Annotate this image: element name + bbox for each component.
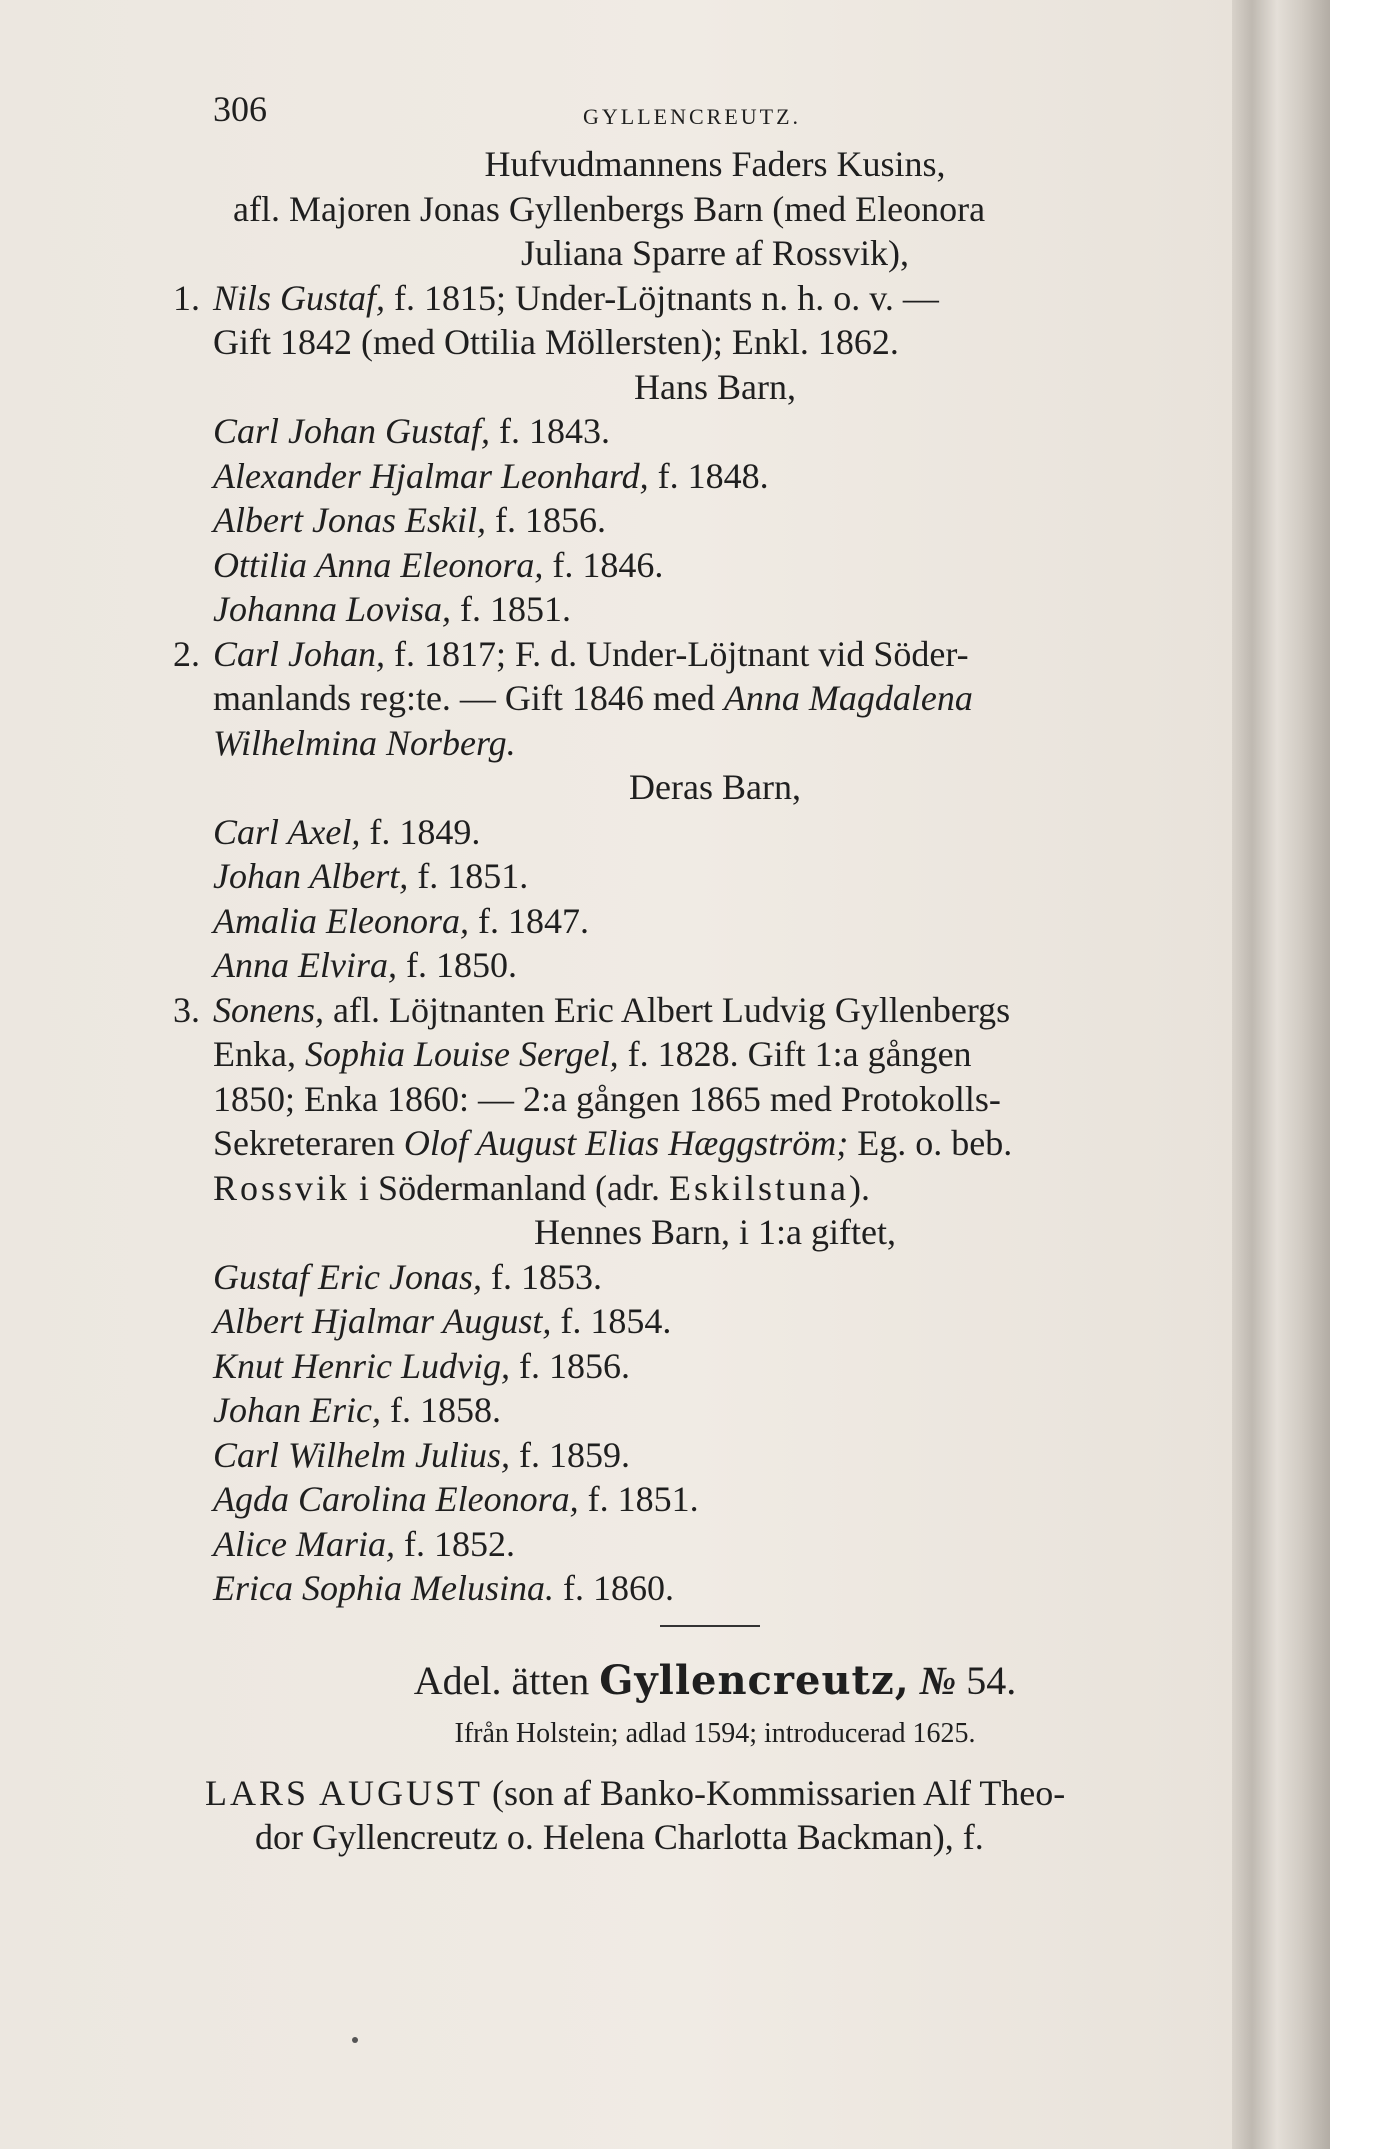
- child-line: [205, 1255, 1225, 1300]
- birth-year: f. 1859.: [519, 1434, 630, 1475]
- section-heading-line: afl. Majoren Jonas Gyllenbergs Barn (med Eleonora: [233, 188, 986, 229]
- child-name: Albert Jonas Eskil,: [213, 500, 486, 540]
- birth-year: f. 1850.: [405, 945, 517, 985]
- children-list: [205, 1255, 1225, 1611]
- spouse-name: Wilhelmina Norberg.: [213, 722, 516, 763]
- running-head: GYLLENCREUTZ.: [583, 104, 802, 129]
- entry-number: 2.: [173, 633, 200, 674]
- entry-text: f. 1815; Under-Löjtnants n. h. o. v. —: [394, 277, 939, 318]
- entry-text: f. 1817; F. d. Under-Löjtnant vid Söder-: [394, 633, 969, 674]
- child-name: Johan Albert,: [213, 856, 409, 896]
- child-name: Albert Hjalmar August,: [213, 1301, 552, 1341]
- child-line: [205, 943, 1225, 988]
- children-heading: Hans Barn,: [634, 366, 796, 407]
- child-name: Anna Elvira,: [213, 945, 397, 985]
- entry-3-line: [173, 988, 1225, 1033]
- child-name: Alice Maria,: [213, 1523, 395, 1564]
- divider-rule: [660, 1625, 760, 1627]
- entry-text: (son af Banko-Kommissarien Alf Theo-: [492, 1772, 1066, 1813]
- entry-2-line: [205, 676, 1225, 721]
- children-list: [205, 810, 1225, 988]
- entry-3-line: 1850; Enka 1860: — 2:a gången 1865 med Protokolls-: [213, 1078, 1001, 1119]
- number-sign: №: [919, 1657, 957, 1703]
- person-name: Carl Johan,: [213, 633, 386, 674]
- children-list: [205, 409, 1225, 632]
- book-gutter: [1232, 0, 1332, 2149]
- birth-year: f. 1851.: [460, 589, 571, 629]
- section-divider: [205, 1611, 1225, 1645]
- child-line: [205, 587, 1225, 632]
- entry-1-line: [173, 276, 1225, 321]
- city-name: Eskilstuna: [668, 1167, 849, 1208]
- page-number: 306: [213, 89, 267, 129]
- children-heading: Deras Barn,: [629, 767, 801, 807]
- child-name: Knut Henric Ludvig,: [213, 1345, 510, 1386]
- child-name: Carl Axel,: [213, 811, 361, 852]
- birth-year: f. 1846.: [552, 544, 664, 585]
- birth-year: f. 1852.: [403, 1523, 515, 1564]
- child-line: [205, 810, 1225, 855]
- child-name: Johanna Lovisa,: [213, 589, 451, 629]
- entry-number: 1.: [173, 277, 200, 318]
- person-name: Sophia Louise Sergel,: [304, 1034, 619, 1074]
- entry-3-line: [205, 1121, 1225, 1166]
- person-name: Sonens,: [213, 989, 324, 1030]
- birth-year: f. 1853.: [490, 1256, 602, 1297]
- section-heading-line: Hufvudmannens Faders Kusins,: [484, 144, 946, 184]
- entry-text: afl. Löjtnanten Eric Albert Ludvig Gyllenbergs: [333, 989, 1011, 1030]
- birth-year: f. 1860.: [562, 1568, 674, 1608]
- birth-year: f. 1856.: [494, 500, 606, 540]
- birth-year: f. 1848.: [657, 455, 769, 496]
- person-name: LARS AUGUST: [205, 1772, 484, 1813]
- page-header: [205, 80, 1225, 142]
- page-text: [173, 80, 1225, 1860]
- family-origin: Ifrån Holstein; adlad 1594; introducerad 1625.: [454, 1717, 976, 1749]
- child-name: Carl Wilhelm Julius,: [213, 1434, 510, 1475]
- spouse-name: Anna Magdalena: [723, 678, 973, 718]
- child-line: [205, 1344, 1225, 1389]
- birth-year: f. 1856.: [518, 1345, 630, 1386]
- child-name: Alexander Hjalmar Leonhard,: [213, 455, 649, 496]
- lars-entry-line: [205, 1771, 1225, 1816]
- entry-1-line: Gift 1842 (med Ottilia Möllersten); Enkl. 1862.: [213, 322, 899, 362]
- birth-year: f. 1851.: [417, 856, 529, 896]
- child-name: Gustaf Eric Jonas,: [213, 1256, 482, 1297]
- entry-3-line: [205, 1166, 1225, 1211]
- family-name: Gyllencreutz,: [599, 1656, 910, 1704]
- noble-family-title: [205, 1651, 1225, 1711]
- child-line: [205, 1299, 1225, 1344]
- child-line: [205, 543, 1225, 588]
- child-line: [205, 1522, 1225, 1567]
- child-name: Erica Sophia Melusina.: [213, 1568, 554, 1608]
- child-line: [205, 454, 1225, 499]
- person-name: Nils Gustaf,: [213, 277, 386, 318]
- family-number: 54.: [966, 1657, 1017, 1703]
- entry-text: manlands reg:te. — Gift 1846 med: [213, 678, 715, 718]
- child-name: Johan Eric,: [213, 1390, 381, 1430]
- section-heading-line: Juliana Sparre af Rossvik),: [521, 233, 909, 273]
- birth-year: f. 1858.: [389, 1390, 501, 1430]
- child-line: [205, 1433, 1225, 1478]
- entry-number: 3.: [173, 989, 200, 1030]
- children-heading: Hennes Barn, i 1:a giftet,: [534, 1212, 896, 1252]
- birth-year: f. 1851.: [587, 1479, 699, 1519]
- child-line: [205, 1388, 1225, 1433]
- child-line: [205, 409, 1225, 454]
- entry-3-line: [205, 1032, 1225, 1077]
- birth-year: f. 1843.: [499, 411, 611, 451]
- child-line: [205, 498, 1225, 543]
- child-line: [205, 854, 1225, 899]
- child-line: [205, 1477, 1225, 1522]
- birth-year: f. 1849.: [369, 811, 481, 852]
- child-line: [205, 899, 1225, 944]
- child-name: Agda Carolina Eleonora,: [213, 1479, 579, 1519]
- child-name: Ottilia Anna Eleonora,: [213, 544, 544, 585]
- estate-name: Rossvik: [213, 1167, 351, 1208]
- child-line: [205, 1566, 1225, 1611]
- child-name: Carl Johan Gustaf,: [213, 411, 491, 451]
- entry-text: i Södermanland (adr.: [359, 1167, 660, 1208]
- entry-text: Eg. o. beb.: [857, 1123, 1013, 1163]
- person-name: Olof August Elias Hæggström;: [403, 1123, 849, 1163]
- lars-entry-line: dor Gyllencreutz o. Helena Charlotta Backman), f.: [255, 1817, 984, 1857]
- scan-edge: [1330, 0, 1377, 2149]
- entry-2-line: [205, 721, 1225, 766]
- entry-2-line: [173, 632, 1225, 677]
- title-prefix: Adel. ätten: [413, 1657, 590, 1703]
- birth-year: f. 1847.: [477, 900, 589, 941]
- birth-year: f. 1854.: [560, 1301, 672, 1341]
- entry-text: Sekreteraren: [213, 1123, 395, 1163]
- page-speck: [352, 2037, 358, 2043]
- entry-text: f. 1828. Gift 1:a gången: [627, 1034, 972, 1074]
- child-name: Amalia Eleonora,: [213, 900, 469, 941]
- entry-text: ).: [848, 1167, 870, 1208]
- entry-text: Enka,: [213, 1034, 296, 1074]
